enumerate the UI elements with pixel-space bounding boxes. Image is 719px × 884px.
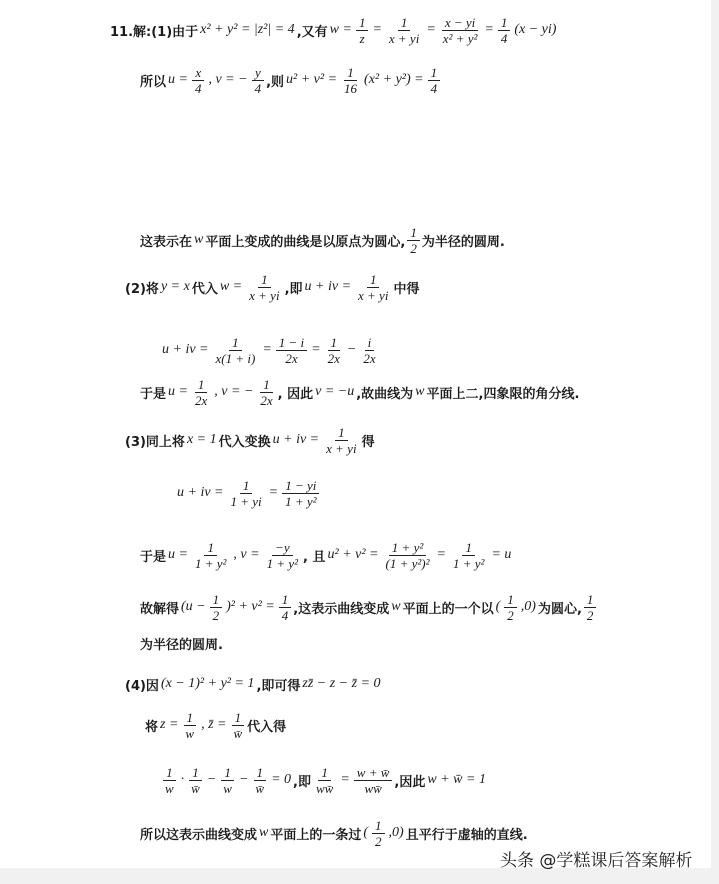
denominator: 2 xyxy=(507,607,514,623)
numerator: 1 xyxy=(428,65,441,81)
fraction xyxy=(279,592,292,623)
text-run: 得 xyxy=(361,434,375,450)
denominator: w xyxy=(165,780,174,796)
math-expression: , z̄ = xyxy=(201,717,227,732)
text-run: 为半径的圆周. xyxy=(421,234,505,250)
denominator: x(1 + i) xyxy=(215,350,256,366)
math-expression: x = 1 xyxy=(186,432,217,447)
math-expression: u = xyxy=(168,547,188,562)
fraction xyxy=(228,478,265,509)
math-expression: v = −u xyxy=(315,384,355,399)
math-expression: ,0) xyxy=(388,825,404,840)
fraction xyxy=(188,765,203,796)
fraction xyxy=(276,335,307,366)
math-expression: u + iv = xyxy=(304,279,352,294)
fraction xyxy=(231,710,246,741)
math-expression: x² + y² = |z²| = 4 xyxy=(200,22,295,37)
fraction xyxy=(252,765,267,796)
fraction xyxy=(383,540,433,571)
q11-part1-conclusion xyxy=(140,220,505,260)
text-run: 且平行于虚轴的直线. xyxy=(405,827,528,843)
denominator: 1 + y² xyxy=(452,555,485,571)
text-run: ,因此 xyxy=(394,774,426,790)
denominator: 1 + y² xyxy=(285,493,317,509)
numerator: 1 xyxy=(195,377,208,393)
text-run: 平面上的一条过 xyxy=(270,827,362,843)
math-expression: = 0 xyxy=(271,772,292,787)
denominator: ww̄ xyxy=(316,780,334,796)
fraction xyxy=(355,272,391,303)
q11-part3-line4 xyxy=(140,587,598,627)
q11-part3-line3 xyxy=(140,535,513,575)
denominator: 4 xyxy=(430,80,438,96)
math-expression: , v = − xyxy=(214,384,254,399)
math-expression: u + iv = xyxy=(272,432,320,447)
numerator: 1 xyxy=(279,592,292,608)
fraction xyxy=(498,15,511,46)
text-run: 将 xyxy=(145,719,159,735)
math-expression: (x − 1)² + y² = 1 xyxy=(160,676,255,691)
text-run: ,又有 xyxy=(296,24,328,40)
text-run: (4)因 xyxy=(125,678,159,694)
fraction xyxy=(360,335,378,366)
numerator: x − yi xyxy=(442,15,478,31)
fraction xyxy=(213,335,259,366)
math-expression: = xyxy=(426,22,436,37)
numerator: 1 xyxy=(189,765,202,781)
math-expression: = xyxy=(311,342,321,357)
text-run: , 因此 xyxy=(277,386,314,402)
denominator: 2 xyxy=(586,607,594,623)
math-expression: (x − yi) xyxy=(514,22,557,37)
q11-part2-conclusion xyxy=(140,372,579,412)
q11-part1-line2 xyxy=(140,60,442,100)
text-run: 代入得 xyxy=(247,719,287,735)
fraction xyxy=(341,65,360,96)
numerator: 1 − i xyxy=(276,335,307,351)
fraction xyxy=(246,272,282,303)
numerator: 1 xyxy=(258,272,271,288)
fraction xyxy=(372,818,385,849)
text-run: 为半径的圆周. xyxy=(140,637,223,653)
numerator: 1 xyxy=(221,765,234,781)
text-run: 中得 xyxy=(393,281,420,297)
math-expression: = xyxy=(340,772,350,787)
denominator: w xyxy=(223,780,232,796)
math-expression: ,0) xyxy=(520,599,536,614)
fraction xyxy=(192,540,229,571)
math-expression: , v = xyxy=(233,547,260,562)
text-run: 故解得 xyxy=(140,601,180,617)
text-run: (3)同上将 xyxy=(125,434,185,450)
denominator: x + yi xyxy=(358,287,389,303)
denominator: 4 xyxy=(194,80,202,96)
numerator: i xyxy=(365,335,375,351)
q11-part4-line3 xyxy=(160,760,488,800)
page-edge-right xyxy=(711,0,719,884)
math-expression: , v = − xyxy=(208,72,248,87)
denominator: w xyxy=(185,725,195,741)
numerator: x xyxy=(192,65,204,81)
text-run: (2)将 xyxy=(125,281,159,297)
denominator: x² + y² xyxy=(442,30,478,46)
denominator: 2 xyxy=(212,607,220,623)
fraction xyxy=(440,15,481,46)
q11-part1-line1 xyxy=(110,10,558,50)
math-expression: u² + v² = xyxy=(327,547,379,562)
numerator: 1 xyxy=(344,65,357,81)
denominator: 1 + yi xyxy=(230,493,262,509)
fraction xyxy=(264,540,301,571)
fraction xyxy=(584,592,597,623)
denominator: w̄ xyxy=(191,780,200,796)
math-expression: zz̄ − z − z̄ = 0 xyxy=(302,676,381,691)
text-run: , 且 xyxy=(303,549,326,565)
math-expression: − xyxy=(238,772,249,787)
math-expression: u + iv = xyxy=(162,342,209,357)
denominator: 2x xyxy=(194,392,208,408)
numerator: 1 xyxy=(240,478,253,494)
fraction xyxy=(428,65,441,96)
numerator: 1 xyxy=(367,272,380,288)
q11-part2-line1 xyxy=(125,267,419,307)
q11-part4-conclusion xyxy=(140,813,528,853)
fraction xyxy=(182,710,197,741)
text-run: 于是 xyxy=(140,549,167,565)
denominator: 2x xyxy=(327,350,340,366)
watermark: 头条 @学糕课后答案解析 xyxy=(500,851,693,871)
text-run: 为圆心, xyxy=(537,601,582,617)
numerator: 1 xyxy=(498,15,511,31)
text-run: ,即可得 xyxy=(256,678,301,694)
math-expression: y = x xyxy=(160,279,190,294)
math-expression: u = xyxy=(168,72,188,87)
denominator: 2 xyxy=(410,240,417,256)
fraction xyxy=(356,15,369,46)
denominator: x + yi xyxy=(388,30,420,46)
math-expression: w xyxy=(259,825,269,840)
denominator: (1 + y²)² xyxy=(385,555,430,571)
fraction xyxy=(450,540,487,571)
numerator: 1 xyxy=(163,765,176,781)
numerator: 1 xyxy=(407,225,420,241)
math-expression: w = xyxy=(329,22,352,37)
q11-part2-line2 xyxy=(160,330,381,370)
denominator: 2 xyxy=(375,833,382,849)
numerator: w + w̄ xyxy=(354,765,393,781)
denominator: 1 + y² xyxy=(194,555,227,571)
text-run: 所以这表示曲线变成 xyxy=(140,827,258,843)
denominator: 2x xyxy=(285,350,298,366)
math-expression: w xyxy=(415,384,425,399)
fraction xyxy=(192,377,210,408)
numerator: 1 xyxy=(335,425,348,441)
math-expression: = xyxy=(268,485,279,500)
denominator: ww̄ xyxy=(364,780,382,796)
numerator: 1 xyxy=(318,765,331,781)
denominator: x + yi xyxy=(249,287,280,303)
text-run: 这表示在 xyxy=(140,234,193,250)
math-expression: (u − xyxy=(181,599,206,614)
q11-part3-line2 xyxy=(175,473,322,513)
numerator: 1 xyxy=(398,15,411,31)
text-run: ,即 xyxy=(293,774,311,790)
denominator: 16 xyxy=(344,80,358,96)
math-expression: = xyxy=(484,22,494,37)
numerator: 1 xyxy=(204,540,217,556)
fraction xyxy=(257,377,275,408)
text-run: 平面上的一个以 xyxy=(402,601,494,617)
math-expression: u + iv = xyxy=(177,485,224,500)
math-expression: − xyxy=(206,772,217,787)
numerator: 1 xyxy=(584,592,597,608)
math-expression: u² + v² = xyxy=(286,72,338,87)
q11-part3-line1 xyxy=(125,420,375,460)
denominator: 2x xyxy=(260,392,273,408)
fraction xyxy=(192,65,205,96)
numerator: 1 xyxy=(462,540,475,556)
numerator: 1 xyxy=(229,335,242,351)
denominator: 4 xyxy=(500,30,508,46)
text-run: 所以 xyxy=(140,74,167,90)
text-run: 11.解:(1)由于 xyxy=(110,24,199,40)
math-expression: = u xyxy=(491,547,512,562)
numerator: 1 xyxy=(328,335,341,351)
q11-part4-line2 xyxy=(145,705,286,745)
denominator: 4 xyxy=(254,80,262,96)
q11-part4-line1 xyxy=(125,664,383,704)
numerator: 1 + y² xyxy=(389,540,426,556)
denominator: 4 xyxy=(281,607,289,623)
fraction xyxy=(504,592,517,623)
math-expression: = xyxy=(262,342,272,357)
math-expression: w = xyxy=(219,279,243,294)
fraction xyxy=(386,15,422,46)
math-expression: w xyxy=(391,599,401,614)
fraction xyxy=(313,765,336,796)
text-run: ,故曲线为 xyxy=(356,386,414,402)
fraction xyxy=(407,225,420,256)
denominator: 2x xyxy=(363,350,376,366)
text-run: ,即 xyxy=(284,281,303,297)
numerator: 1 xyxy=(356,15,369,31)
math-expression: = xyxy=(436,547,446,562)
text-run: 平面上变成的曲线是以原点为圆心, xyxy=(205,234,406,250)
math-expression: ( xyxy=(495,599,501,614)
math-expression: ( xyxy=(363,825,369,840)
text-run: 于是 xyxy=(140,386,167,402)
math-expression: w xyxy=(194,232,204,247)
fraction xyxy=(282,478,319,509)
fraction xyxy=(354,765,393,796)
math-expression: w + w̄ = 1 xyxy=(427,772,486,787)
text-run: 平面上二,四象限的角分线. xyxy=(426,386,580,402)
fraction xyxy=(220,765,235,796)
text-run: ,则 xyxy=(266,74,285,90)
fraction xyxy=(210,592,223,623)
math-expression: u = xyxy=(168,384,188,399)
math-expression: (x² + y²) = xyxy=(364,72,424,87)
math-expression: − xyxy=(346,342,357,357)
numerator: 1 − yi xyxy=(282,478,319,494)
numerator: −y xyxy=(272,540,293,556)
denominator: x + yi xyxy=(326,440,357,456)
numerator: 1 xyxy=(210,592,223,608)
denominator: z xyxy=(359,30,365,46)
denominator: 1 + y² xyxy=(266,555,299,571)
text-run: ,这表示曲线变成 xyxy=(293,601,390,617)
fraction xyxy=(162,765,177,796)
q11-part3-conclusion xyxy=(140,623,223,663)
text-run: 代入 xyxy=(191,281,218,297)
denominator: w̄ xyxy=(233,725,243,741)
numerator: 1 xyxy=(372,818,385,834)
text-run: 代入变换 xyxy=(218,434,271,450)
math-expression: z = xyxy=(160,717,179,732)
math-expression: )² + v² = xyxy=(226,599,275,614)
numerator: 1 xyxy=(260,377,273,393)
fraction xyxy=(252,65,265,96)
numerator: 1 xyxy=(232,710,245,726)
fraction xyxy=(323,425,359,456)
numerator: 1 xyxy=(504,592,517,608)
numerator: y xyxy=(252,65,264,81)
math-expression: = xyxy=(372,22,382,37)
denominator: w̄ xyxy=(255,780,265,796)
math-expression: · xyxy=(180,772,185,787)
fraction xyxy=(325,335,343,366)
numerator: 1 xyxy=(254,765,267,781)
numerator: 1 xyxy=(184,710,197,726)
